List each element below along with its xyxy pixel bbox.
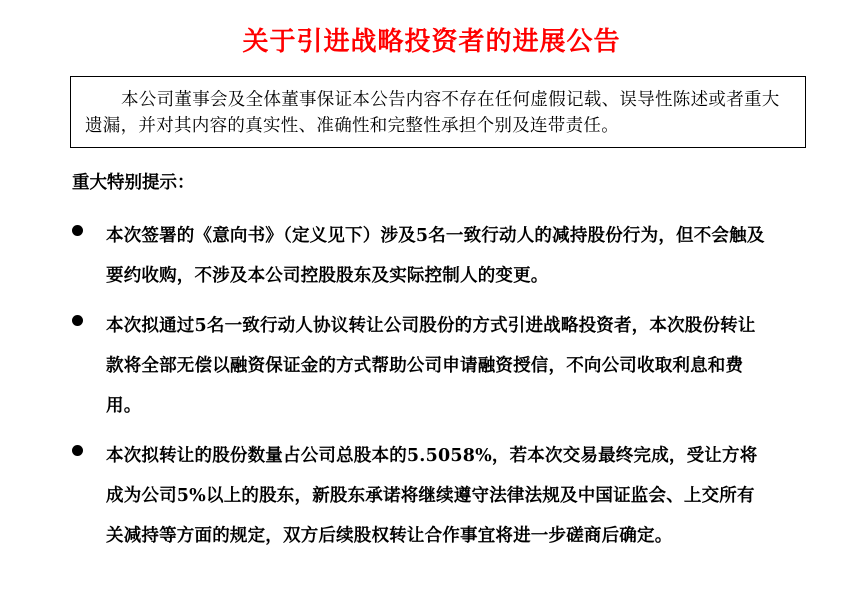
special-notice-heading: 重大特别提示： [72,173,195,193]
bullet-text: 本次拟转让的股份数量占公司总股本的5.5058%，若本次交易最终完成，受让方将成为公司5%以上的股东，新股东承诺将继续遵守法律法规及中国证监会、上交所有关减持等方面的规定，双方后续股权转让合作事宜将进一步磋商后确定。 [106,446,758,546]
page-title: 关于引进战略投资者的进展公告 [242,27,621,57]
bullet-text: 本次拟通过5名一致行动人协议转让公司股份的方式引进战略投资者，本次股份转让款将全部无偿以融资保证金的方式帮助公司申请融资授信，不向公司收取利息和费用。 [106,316,756,416]
bullet-dot-icon [72,315,83,326]
disclaimer-text: 本公司董事会及全体董事保证本公告内容不存在任何虚假记载、误导性陈述或者重大遗漏，并对其内容的真实性、准确性和完整性承担个别及连带责任。 [85,90,780,136]
disclaimer-box [70,76,806,148]
bullet-text: 本次签署的《意向书》（定义见下）涉及5名一致行动人的减持股份行为，但不会触及要约收购，不涉及本公司控股股东及实际控制人的变更。 [106,226,765,286]
bullet-dot-icon [72,445,83,456]
bullet-dot-icon [72,225,83,236]
